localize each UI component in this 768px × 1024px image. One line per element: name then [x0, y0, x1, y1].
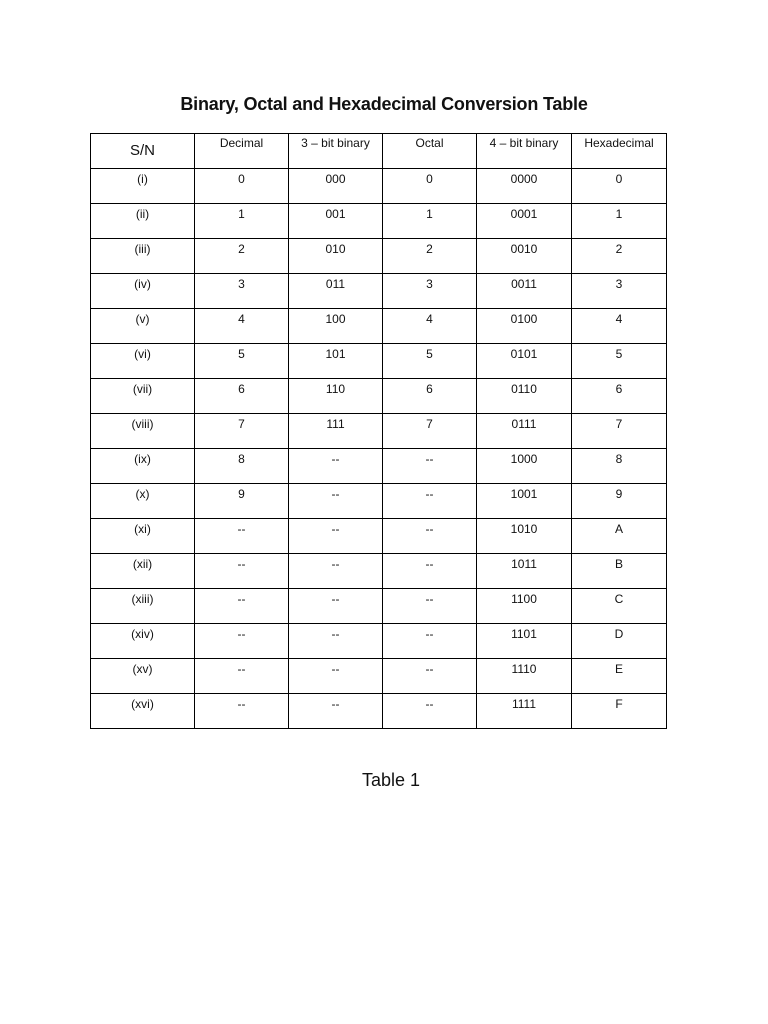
page-title: Binary, Octal and Hexadecimal Conversion Table	[180, 94, 588, 114]
column-header-decimal: Decimal	[195, 134, 289, 169]
sn-cell: (ii)	[91, 204, 195, 239]
octal-cell: --	[383, 694, 477, 729]
table-row	[91, 344, 667, 379]
binary-3bit-cell: 100	[289, 309, 383, 344]
binary-4bit-cell: 0000	[477, 169, 572, 204]
sn-cell: (v)	[91, 309, 195, 344]
sn-cell: (xii)	[91, 554, 195, 589]
sn-cell: (vi)	[91, 344, 195, 379]
binary-4bit-cell: 1011	[477, 554, 572, 589]
octal-cell: --	[383, 589, 477, 624]
binary-4bit-cell: 1100	[477, 589, 572, 624]
binary-4bit-cell: 0101	[477, 344, 572, 379]
hexadecimal-cell: 3	[572, 274, 667, 309]
column-header-3bit-binary: 3 – bit binary	[289, 134, 383, 169]
decimal-cell: --	[195, 589, 289, 624]
binary-3bit-cell: 111	[289, 414, 383, 449]
sn-cell: (iii)	[91, 239, 195, 274]
sn-cell: (ix)	[91, 449, 195, 484]
hexadecimal-cell: F	[572, 694, 667, 729]
binary-3bit-cell: 000	[289, 169, 383, 204]
binary-4bit-cell: 1000	[477, 449, 572, 484]
table-row	[91, 239, 667, 274]
binary-3bit-cell: 001	[289, 204, 383, 239]
column-header-octal: Octal	[383, 134, 477, 169]
hexadecimal-cell: 1	[572, 204, 667, 239]
octal-cell: 0	[383, 169, 477, 204]
octal-cell: --	[383, 554, 477, 589]
sn-cell: (xvi)	[91, 694, 195, 729]
octal-cell: --	[383, 624, 477, 659]
binary-3bit-cell: --	[289, 449, 383, 484]
decimal-cell: 4	[195, 309, 289, 344]
binary-4bit-cell: 1010	[477, 519, 572, 554]
sn-cell: (xv)	[91, 659, 195, 694]
binary-4bit-cell: 0100	[477, 309, 572, 344]
binary-4bit-cell: 1001	[477, 484, 572, 519]
binary-4bit-cell: 0110	[477, 379, 572, 414]
binary-4bit-cell: 0010	[477, 239, 572, 274]
binary-4bit-cell: 0001	[477, 204, 572, 239]
decimal-cell: 3	[195, 274, 289, 309]
table-body	[91, 169, 667, 729]
sn-cell: (iv)	[91, 274, 195, 309]
table-row	[91, 274, 667, 309]
hexadecimal-cell: 2	[572, 239, 667, 274]
decimal-cell: --	[195, 659, 289, 694]
octal-cell: --	[383, 484, 477, 519]
octal-cell: 3	[383, 274, 477, 309]
decimal-cell: 0	[195, 169, 289, 204]
octal-cell: 1	[383, 204, 477, 239]
binary-4bit-cell: 0111	[477, 414, 572, 449]
table-row	[91, 414, 667, 449]
octal-cell: --	[383, 659, 477, 694]
octal-cell: 2	[383, 239, 477, 274]
table-row	[91, 659, 667, 694]
binary-4bit-cell: 1111	[477, 694, 572, 729]
binary-3bit-cell: 011	[289, 274, 383, 309]
sn-cell: (xiii)	[91, 589, 195, 624]
table-row	[91, 169, 667, 204]
table-row	[91, 204, 667, 239]
sn-cell: (i)	[91, 169, 195, 204]
hexadecimal-cell: 9	[572, 484, 667, 519]
octal-cell: 7	[383, 414, 477, 449]
octal-cell: --	[383, 449, 477, 484]
table-row	[91, 519, 667, 554]
hexadecimal-cell: A	[572, 519, 667, 554]
hexadecimal-cell: 0	[572, 169, 667, 204]
table-row	[91, 589, 667, 624]
decimal-cell: 1	[195, 204, 289, 239]
binary-3bit-cell: --	[289, 694, 383, 729]
column-header-sn: S/N	[91, 134, 195, 169]
table-row	[91, 554, 667, 589]
decimal-cell: --	[195, 694, 289, 729]
column-header-4bit-binary: 4 – bit binary	[477, 134, 572, 169]
binary-3bit-cell: --	[289, 589, 383, 624]
binary-3bit-cell: 110	[289, 379, 383, 414]
conversion-table	[90, 133, 667, 729]
table-row	[91, 449, 667, 484]
column-header-hexadecimal: Hexadecimal	[572, 134, 667, 169]
decimal-cell: 9	[195, 484, 289, 519]
binary-4bit-cell: 1110	[477, 659, 572, 694]
sn-cell: (x)	[91, 484, 195, 519]
decimal-cell: 7	[195, 414, 289, 449]
binary-3bit-cell: 010	[289, 239, 383, 274]
hexadecimal-cell: 8	[572, 449, 667, 484]
table-row	[91, 484, 667, 519]
hexadecimal-cell: D	[572, 624, 667, 659]
decimal-cell: 5	[195, 344, 289, 379]
hexadecimal-cell: E	[572, 659, 667, 694]
octal-cell: 4	[383, 309, 477, 344]
sn-cell: (xiv)	[91, 624, 195, 659]
table-row	[91, 379, 667, 414]
decimal-cell: --	[195, 554, 289, 589]
octal-cell: 6	[383, 379, 477, 414]
table-caption: Table 1	[361, 770, 421, 790]
table-row	[91, 694, 667, 729]
binary-4bit-cell: 0011	[477, 274, 572, 309]
sn-cell: (viii)	[91, 414, 195, 449]
decimal-cell: 2	[195, 239, 289, 274]
decimal-cell: --	[195, 624, 289, 659]
hexadecimal-cell: 4	[572, 309, 667, 344]
hexadecimal-cell: 7	[572, 414, 667, 449]
binary-3bit-cell: --	[289, 519, 383, 554]
octal-cell: --	[383, 519, 477, 554]
table-row	[91, 624, 667, 659]
hexadecimal-cell: 5	[572, 344, 667, 379]
hexadecimal-cell: C	[572, 589, 667, 624]
sn-cell: (xi)	[91, 519, 195, 554]
hexadecimal-cell: B	[572, 554, 667, 589]
hexadecimal-cell: 6	[572, 379, 667, 414]
binary-3bit-cell: 101	[289, 344, 383, 379]
binary-4bit-cell: 1101	[477, 624, 572, 659]
decimal-cell: 8	[195, 449, 289, 484]
sn-cell: (vii)	[91, 379, 195, 414]
binary-3bit-cell: --	[289, 659, 383, 694]
binary-3bit-cell: --	[289, 624, 383, 659]
octal-cell: 5	[383, 344, 477, 379]
decimal-cell: --	[195, 519, 289, 554]
binary-3bit-cell: --	[289, 484, 383, 519]
binary-3bit-cell: --	[289, 554, 383, 589]
decimal-cell: 6	[195, 379, 289, 414]
table-header-row	[91, 134, 667, 169]
table-row	[91, 309, 667, 344]
